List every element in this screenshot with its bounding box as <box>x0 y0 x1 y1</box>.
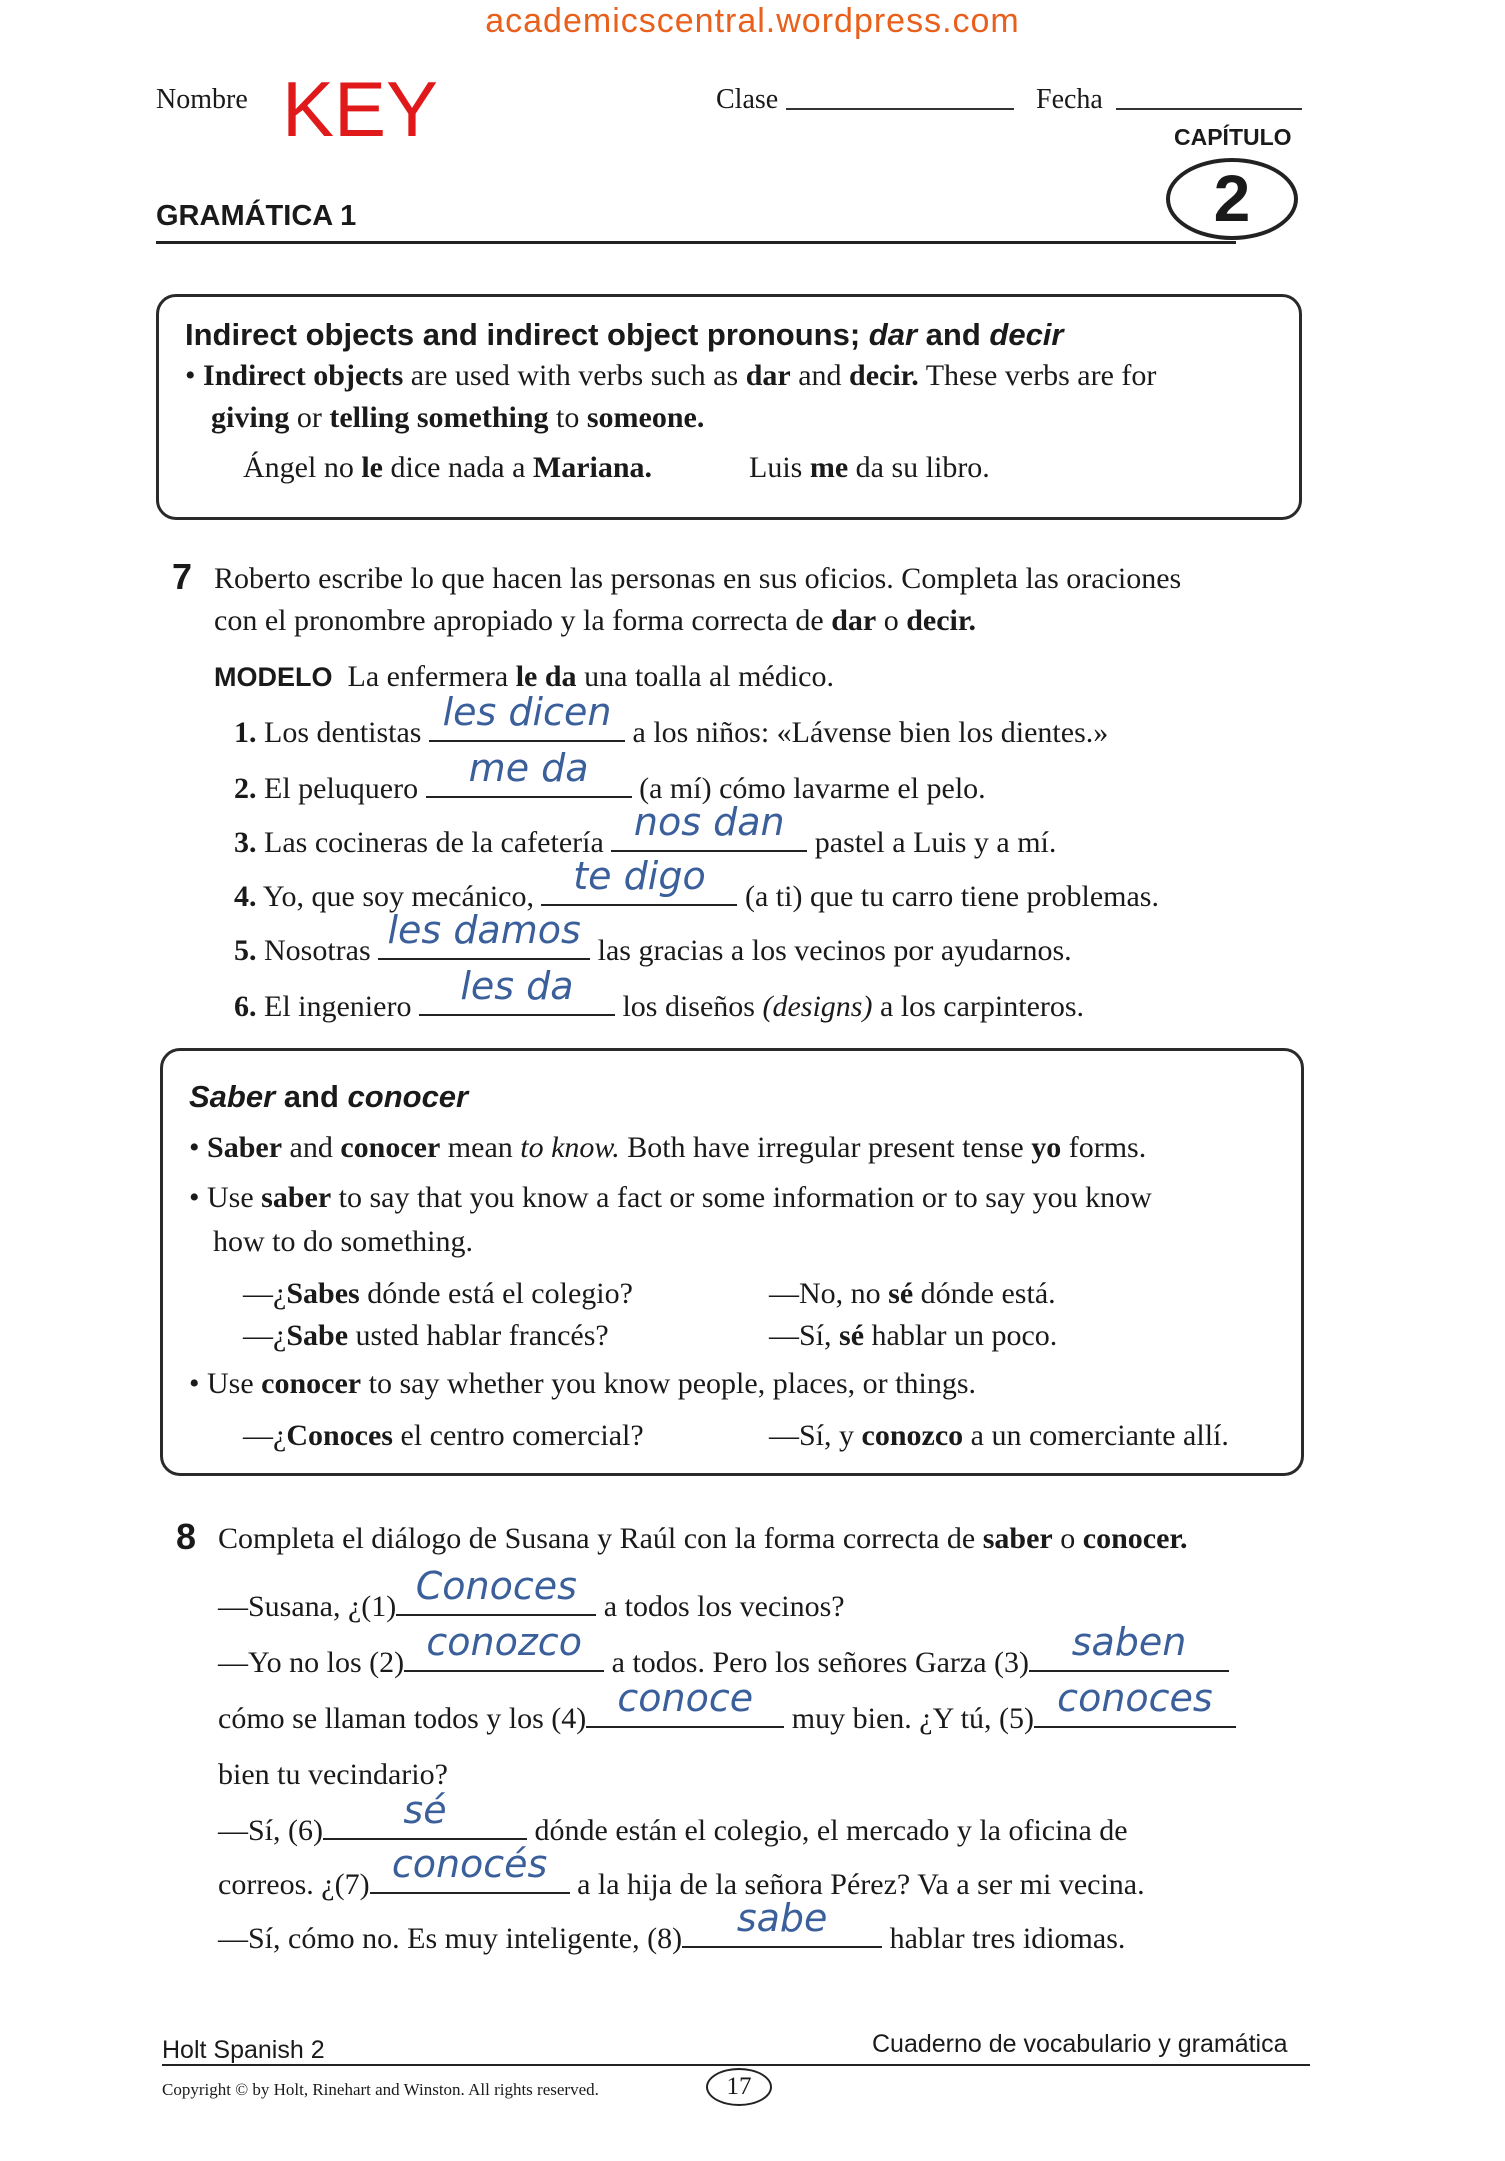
box2-example-c1: —¿Conoces el centro comercial? <box>243 1419 644 1452</box>
ex8-answer-2[interactable]: conozco <box>404 1670 604 1672</box>
clase-field <box>786 108 1014 110</box>
ex7-answer-3[interactable]: nos dan <box>611 850 807 852</box>
ex8-answer-7[interactable]: conocés <box>370 1892 570 1894</box>
box2-title: Saber and conocer <box>189 1079 469 1114</box>
section-rule <box>156 241 1236 244</box>
capitulo-number: 2 <box>1213 161 1251 235</box>
box2-rule-2-cont: how to do something. <box>213 1225 473 1258</box>
footer-workbook-title: Cuaderno de vocabulario y gramática <box>872 2030 1288 2058</box>
ex8-answer-8[interactable]: sabe <box>682 1946 882 1948</box>
fecha-label: Fecha <box>1036 84 1103 115</box>
site-watermark: academicscentral.wordpress.com <box>485 2 1020 40</box>
dialog-line-5: —Sí, (6) sé dónde están el colegio, el mercado y la oficina de <box>218 1788 1128 1847</box>
ex8-answer-6[interactable]: sé <box>323 1838 527 1840</box>
grammar-box-indirect-objects <box>156 294 1302 520</box>
box1-rule-line1: • Indirect objects are used with verbs such as dar and decir. These verbs are for <box>185 359 1157 392</box>
ex7-answer-6[interactable]: les da <box>419 1014 615 1016</box>
grammar-box-saber-conocer <box>160 1048 1304 1476</box>
ex7-item-5: 5. Nosotras les damos las gracias a los vecinos por ayudarnos. <box>234 908 1072 967</box>
clase-label: Clase <box>716 84 779 115</box>
copyright-notice: Copyright © by Holt, Rinehart and Winston. All rights reserved. <box>162 2080 599 2099</box>
box1-title: Indirect objects and indirect object pronouns; dar and decir <box>185 317 1064 352</box>
fecha-field <box>1116 108 1302 110</box>
ex7-answer-5[interactable]: les damos <box>378 958 590 960</box>
ex7-answer-4[interactable]: te digo <box>541 904 737 906</box>
box2-rule-2: • Use saber to say that you know a fact or some information or to say you know <box>189 1181 1152 1214</box>
exercise-7-intro-line1: Roberto escribe lo que hacen las personas en sus oficios. Completa las oraciones <box>214 562 1182 595</box>
dialog-line-3: cómo se llaman todos y los (4) conoce muy bien. ¿Y tú, (5) conoces <box>218 1702 1236 1736</box>
section-title: GRAMÁTICA 1 <box>156 200 357 232</box>
exercise-8-number: 8 <box>176 1516 197 1557</box>
footer-rule <box>162 2064 1310 2066</box>
ex8-answer-3[interactable]: saben <box>1029 1670 1229 1672</box>
dialog-line-4: bien tu vecindario? <box>218 1758 448 1791</box>
dialog-line-2: —Yo no los (2) conozco a todos. Pero los señores Garza (3) saben <box>218 1646 1229 1680</box>
box2-example-b2: —Sí, sé hablar un poco. <box>769 1319 1058 1352</box>
ex7-item-3: 3. Las cocineras de la cafetería nos dan pastel a Luis y a mí. <box>234 800 1057 859</box>
box1-example2: Luis me da su libro. <box>749 451 990 484</box>
box2-example-c2: —Sí, y conozco a un comerciante allí. <box>769 1419 1229 1452</box>
ex7-item-1: 1. Los dentistas les dicen a los niños: «Lávense bien los dientes.» <box>234 690 1109 749</box>
ex7-answer-2[interactable]: me da <box>426 796 632 798</box>
box1-rule-line2: giving or telling something to someone. <box>211 401 705 434</box>
ex7-answer-1[interactable]: les dicen <box>429 740 625 742</box>
exercise-7-intro-line2: con el pronombre apropiado y la forma correcta de dar o decir. <box>214 604 976 637</box>
key-handwritten: KEY <box>282 65 439 153</box>
nombre-label: Nombre <box>156 84 248 115</box>
exercise-7-modelo: MODELO La enfermera le da una toalla al médico. <box>214 660 834 693</box>
exercise-7-number: 7 <box>172 556 193 597</box>
footer-book-title: Holt Spanish 2 <box>162 2036 325 2064</box>
capitulo-label: CAPÍTULO <box>1174 124 1292 150</box>
box2-example-a1: —¿Sabes dónde está el colegio? <box>243 1277 633 1310</box>
box1-example1: Ángel no le dice nada a Mariana. <box>243 451 653 484</box>
page-number: 17 <box>706 2068 772 2106</box>
dialog-line-6: correos. ¿(7) conocés a la hija de la señora Pérez? Va a ser mi vecina. <box>218 1842 1145 1901</box>
ex7-item-6: 6. El ingeniero les da los diseños (designs) a los carpinteros. <box>234 964 1085 1023</box>
dialog-line-7: —Sí, cómo no. Es muy inteligente, (8) sabe hablar tres idiomas. <box>218 1896 1126 1955</box>
ex7-item-2: 2. El peluquero me da (a mí) cómo lavarme el pelo. <box>234 746 986 805</box>
box2-example-b1: —¿Sabe usted hablar francés? <box>243 1319 609 1352</box>
ex8-answer-1[interactable]: Conoces <box>396 1614 596 1616</box>
box2-rule-1: • Saber and conocer mean to know. Both have irregular present tense yo forms. <box>189 1131 1147 1164</box>
box2-example-a2: —No, no sé dónde está. <box>769 1277 1056 1310</box>
dialog-line-1: —Susana, ¿(1) Conoces a todos los vecinos? <box>218 1564 845 1623</box>
ex8-answer-5[interactable]: conoces <box>1034 1726 1236 1728</box>
ex7-item-4: 4. Yo, que soy mecánico, te digo (a ti) que tu carro tiene problemas. <box>234 854 1159 913</box>
exercise-8-intro: Completa el diálogo de Susana y Raúl con la forma correcta de saber o conocer. <box>218 1522 1188 1555</box>
ex8-answer-4[interactable]: conoce <box>586 1726 784 1728</box>
box2-rule-3: • Use conocer to say whether you know people, places, or things. <box>189 1367 976 1400</box>
